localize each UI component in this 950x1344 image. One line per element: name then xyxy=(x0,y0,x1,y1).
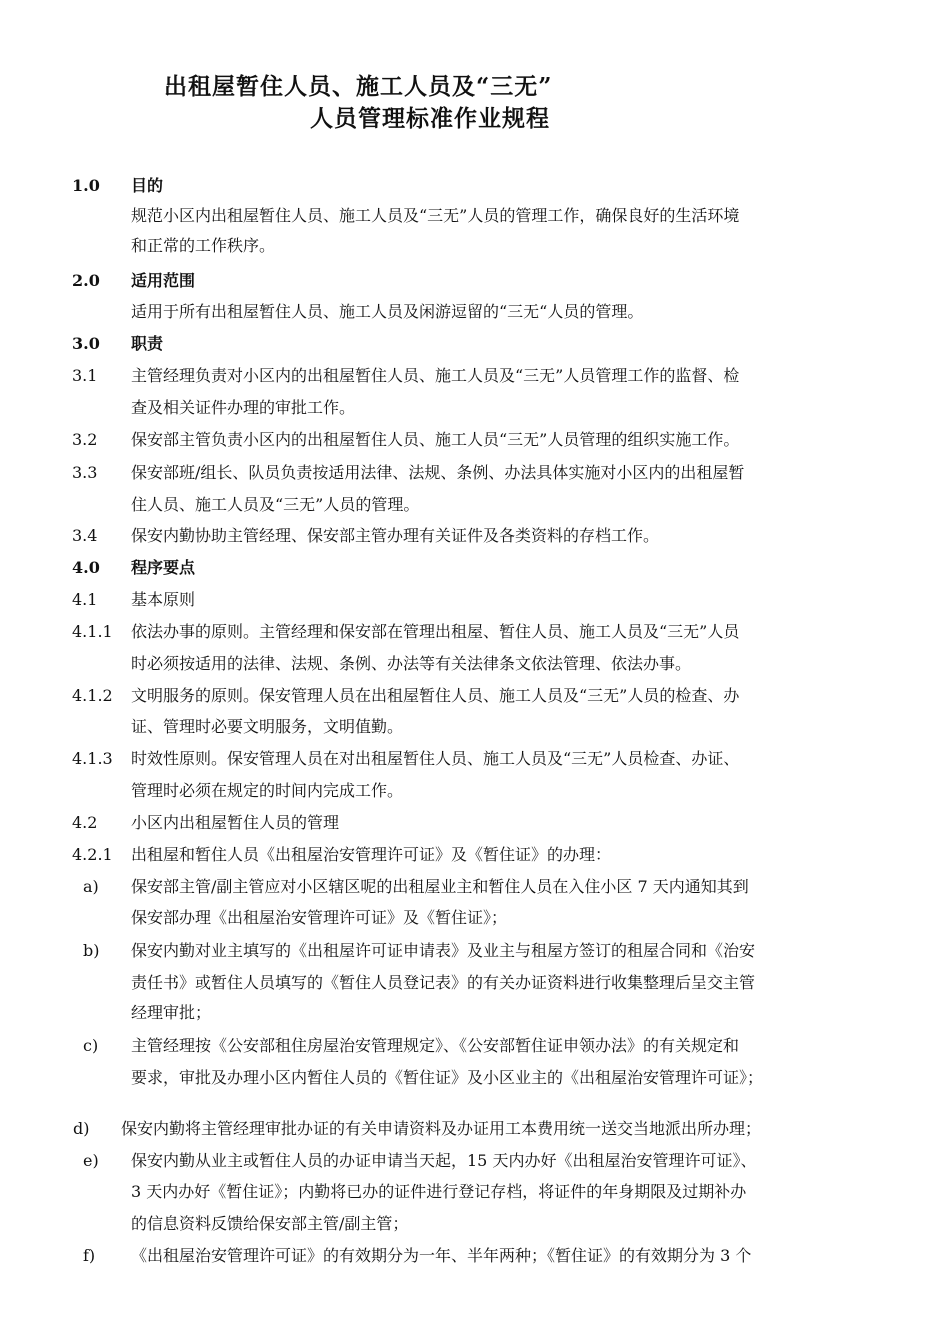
section-number: 4.1.3 xyxy=(72,749,113,768)
line-text: 出租屋和暂住人员《出租屋治安管理许可证》及《暂住证》的办理： xyxy=(131,845,612,864)
section-heading: 职责 xyxy=(131,334,164,353)
line-text: 规范小区内出租屋暂住人员、施工人员及“三无”人员的管理工作，确保良好的生活环境 xyxy=(131,206,740,225)
text-line xyxy=(0,967,950,999)
line-text: 和正常的工作秩序。 xyxy=(131,236,276,255)
line-text: 保安部班/组长、队员负责按适用法律、法规、条例、办法具体实施对小区内的出租屋暂 xyxy=(131,463,745,482)
section-number: 4.1.1 xyxy=(72,622,113,641)
line-text: 保安内勤将主管经理审批办证的有关申请资料及办证用工本费用统一送交当地派出所办理； xyxy=(121,1119,762,1138)
text-line xyxy=(0,775,950,807)
line-text: 时效性原则。保安管理人员在对出租屋暂住人员、施工人员及“三无”人员检查、办证、 xyxy=(131,749,740,768)
line-text: 保安部主管/副主管应对小区辖区呢的出租屋业主和暂住人员在入住小区 7 天内通知其到 xyxy=(131,877,749,896)
line-text: 主管经理按《公安部租住房屋治安管理规定》、《公安部暂住证申领办法》的有关规定和 xyxy=(131,1036,740,1055)
text-line xyxy=(0,743,950,775)
text-line xyxy=(0,1145,950,1177)
line-text: 基本原则 xyxy=(131,590,196,609)
text-line xyxy=(0,648,950,680)
line-text: 查及相关证件办理的审批工作。 xyxy=(131,398,356,417)
section-number: 4.1.2 xyxy=(72,686,113,705)
line-text: 要求，审批及办理小区内暂住人员的《暂住证》及小区业主的《出租屋治安管理许可证》； xyxy=(131,1068,764,1087)
line-text: 时必须按适用的法律、法规、条例、办法等有关法律条文依法管理、依法办事。 xyxy=(131,654,692,673)
text-line xyxy=(0,457,950,489)
section-number: d) xyxy=(73,1119,90,1138)
text-line xyxy=(0,1113,950,1145)
line-text: 小区内出租屋暂住人员的管理 xyxy=(131,813,340,832)
line-text: 保安部办理《出租屋治安管理许可证》及《暂住证》； xyxy=(131,908,508,927)
line-text: 保安部主管负责小区内的出租屋暂住人员、施工人员“三无”人员管理的组织实施工作。 xyxy=(131,430,740,449)
text-line xyxy=(0,997,950,1029)
section-number: 3.0 xyxy=(72,334,100,353)
text-line xyxy=(0,711,950,743)
section-number: 4.0 xyxy=(72,558,100,577)
text-line xyxy=(0,328,950,360)
text-line xyxy=(0,584,950,616)
section-number: f) xyxy=(83,1246,96,1265)
text-line xyxy=(0,871,950,903)
section-number: 2.0 xyxy=(72,271,100,290)
line-text: 《出租屋治安管理许可证》的有效期分为一年、半年两种；《暂住证》的有效期分为 3 个 xyxy=(131,1246,752,1265)
section-heading: 目的 xyxy=(131,176,164,195)
section-number: 3.1 xyxy=(72,366,98,385)
line-text: 文明服务的原则。保安管理人员在出租屋暂住人员、施工人员及“三无”人员的检查、办 xyxy=(131,686,740,705)
section-heading: 适用范围 xyxy=(131,271,196,290)
line-text: 管理时必须在规定的时间内完成工作。 xyxy=(131,781,404,800)
text-line xyxy=(0,1208,950,1240)
section-number: 4.1 xyxy=(72,590,98,609)
text-line xyxy=(0,520,950,552)
section-number: 3.2 xyxy=(72,430,98,449)
line-text: 证、管理时必要文明服务，文明值勤。 xyxy=(131,717,404,736)
text-line xyxy=(0,265,950,297)
text-line xyxy=(0,902,950,934)
line-text: 住人员、施工人员及“三无”人员的管理。 xyxy=(131,495,420,514)
section-number: 1.0 xyxy=(72,176,100,195)
line-text: 经理审批； xyxy=(131,1003,212,1022)
section-number: b) xyxy=(83,941,100,960)
text-line xyxy=(0,170,950,202)
text-line xyxy=(0,230,950,262)
line-text: 保安内勤对业主填写的《出租屋许可证申请表》及业主与租屋方签订的租屋合同和《治安 xyxy=(131,941,756,960)
section-number: 3.4 xyxy=(72,526,98,545)
text-line xyxy=(0,489,950,521)
section-number: a) xyxy=(83,877,99,896)
text-line xyxy=(0,807,950,839)
section-number: 4.2.1 xyxy=(72,845,113,864)
text-line xyxy=(0,616,950,648)
text-line xyxy=(0,1062,950,1094)
line-text: 保安内勤从业主或暂住人员的办证申请当天起，15 天内办好《出租屋治安管理许可证》、 xyxy=(131,1151,757,1170)
line-text: 保安内勤协助主管经理、保安部主管办理有关证件及各类资料的存档工作。 xyxy=(131,526,660,545)
text-line xyxy=(0,200,950,232)
text-line xyxy=(0,935,950,967)
text-line xyxy=(0,680,950,712)
text-line xyxy=(0,424,950,456)
doc-title-line1: 出租屋暂住人员、施工人员及“三无” xyxy=(164,73,553,100)
section-number: c) xyxy=(83,1036,99,1055)
line-text: 责任书》或暂住人员填写的《暂住人员登记表》的有关办证资料进行收集整理后呈交主管 xyxy=(131,973,756,992)
line-text: 适用于所有出租屋暂住人员、施工人员及闲游逗留的“三无“人员的管理。 xyxy=(131,302,644,321)
text-line xyxy=(0,1240,950,1272)
line-text: 依法办事的原则。主管经理和保安部在管理出租屋、暂住人员、施工人员及“三无”人员 xyxy=(131,622,740,641)
doc-title-line2: 人员管理标准作业规程 xyxy=(310,105,550,132)
section-number: e) xyxy=(83,1151,99,1170)
section-number: 3.3 xyxy=(72,463,98,482)
text-line xyxy=(0,392,950,424)
section-heading: 程序要点 xyxy=(131,558,196,577)
line-text: 主管经理负责对小区内的出租屋暂住人员、施工人员及“三无”人员管理工作的监督、检 xyxy=(131,366,740,385)
text-line xyxy=(0,552,950,584)
text-line xyxy=(0,360,950,392)
text-line xyxy=(0,839,950,871)
text-line xyxy=(0,1176,950,1208)
line-text: 3 天内办好《暂住证》；内勤将已办的证件进行登记存档，将证件的年身期限及过期补办 xyxy=(131,1182,747,1201)
text-line xyxy=(0,296,950,328)
line-text: 的信息资料反馈给保安部主管/副主管； xyxy=(131,1214,409,1233)
section-number: 4.2 xyxy=(72,813,98,832)
text-line xyxy=(0,1030,950,1062)
